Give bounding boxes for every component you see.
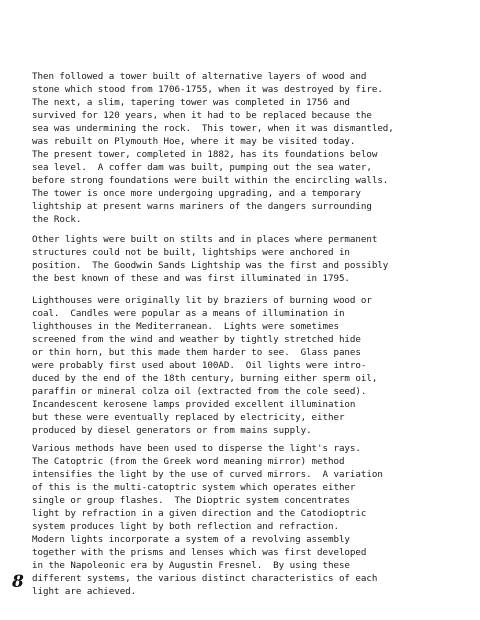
- text-line: Then followed a tower built of alternative layers of wood and: [32, 71, 367, 82]
- text-line: The next, a slim, tapering tower was completed in 1756 and: [32, 97, 350, 108]
- text-line: The tower is once more undergoing upgrading, and a temporary: [32, 188, 361, 199]
- text-line: position. The Goodwin Sands Lightship was the first and possibly: [32, 260, 389, 271]
- text-line: light are achieved.: [32, 586, 137, 597]
- text-line: The present tower, completed in 1882, has its foundations below: [32, 149, 378, 160]
- text-line: intensifies the light by the use of curved mirrors. A variation: [32, 469, 383, 480]
- text-line: Various methods have been used to disperse the light's rays.: [32, 443, 361, 454]
- text-line: the best known of these and was first illuminated in 1795.: [32, 273, 350, 284]
- paragraph-illumination: [32, 294, 452, 437]
- text-line: lighthouses in the Mediterranean. Lights were sometimes: [32, 321, 339, 332]
- text-line: was rebuilt on Plymouth Hoe, where it may be visited today.: [32, 136, 356, 147]
- page-number: 8: [12, 572, 24, 592]
- text-line: screened from the wind and weather by tightly stretched hide: [32, 334, 361, 345]
- text-line: the Rock.: [32, 214, 82, 225]
- text-line: or thin horn, but this made them harder to see. Glass panes: [32, 347, 361, 358]
- text-line: sea was undermining the rock. This tower, when it was dismantled,: [32, 123, 394, 134]
- text-line: produced by diesel generators or from mains supply.: [32, 425, 312, 436]
- text-line: duced by the end of the 18th century, burning either sperm oil,: [32, 373, 378, 384]
- text-line: together with the prisms and lenses which was first developed: [32, 547, 367, 558]
- text-line: The Catoptric (from the Greek word meaning mirror) method: [32, 456, 345, 467]
- text-line: single or group flashes. The Dioptric system concentrates: [32, 495, 350, 506]
- text-line: structures could not be built, lightships were anchored in: [32, 247, 350, 258]
- text-line: sea level. A coffer dam was built, pumping out the sea water,: [32, 162, 372, 173]
- text-line: Incandescent kerosene lamps provided excellent illumination: [32, 399, 356, 410]
- text-line: paraffin or mineral colza oil (extracted from the cole seed).: [32, 386, 367, 397]
- paragraph-lightships: [32, 233, 452, 285]
- text-line: stone which stood from 1706-1755, when it was destroyed by fire.: [32, 84, 383, 95]
- text-line: in the Napoleonic era by Augustin Fresnel. By using these: [32, 560, 350, 571]
- text-line: system produces light by both reflection and refraction.: [32, 521, 339, 532]
- text-line: different systems, the various distinct characteristics of each: [32, 573, 378, 584]
- text-line: survived for 120 years, when it had to be replaced because the: [32, 110, 372, 121]
- paragraph-light-systems: [32, 442, 452, 598]
- text-line: light by refraction in a given direction and the Catodioptric: [32, 508, 367, 519]
- text-line: of this is the multi-catoptric system which operates either: [32, 482, 356, 493]
- text-line: coal. Candles were popular as a means of illumination in: [32, 308, 345, 319]
- text-line: Lighthouses were originally lit by braziers of burning wood or: [32, 295, 372, 306]
- text-line: Other lights were built on stilts and in places where permanent: [32, 234, 378, 245]
- text-line: were probably first used about 100AD. Oil lights were intro-: [32, 360, 367, 371]
- text-line: Modern lights incorporate a system of a revolving assembly: [32, 534, 350, 545]
- text-line: before strong foundations were built within the encircling walls.: [32, 175, 389, 186]
- paragraph-eddystone-towers: [32, 70, 452, 226]
- text-line: but these were eventually replaced by electricity, either: [32, 412, 345, 423]
- text-line: lightship at present warns mariners of the dangers surrounding: [32, 201, 372, 212]
